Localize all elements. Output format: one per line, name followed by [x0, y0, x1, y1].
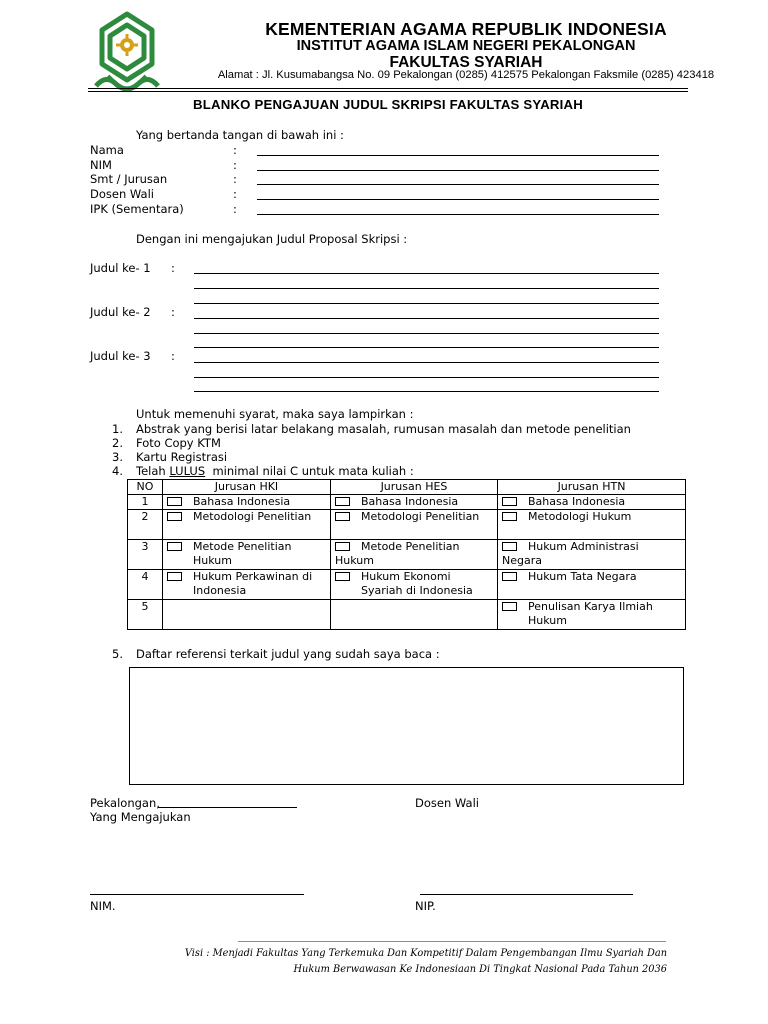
checkbox-icon[interactable] — [167, 497, 182, 506]
requirement-number: 2. — [112, 436, 123, 450]
cell-htn — [498, 510, 686, 540]
judul-2-line-1[interactable] — [194, 318, 659, 319]
req4-pre: Telah — [136, 464, 170, 478]
table-header-row — [128, 480, 686, 495]
cell-hes — [331, 540, 498, 570]
req4-lulus: LULUS — [169, 464, 206, 478]
cell-hes — [331, 600, 498, 630]
requirement-number: 3. — [112, 450, 123, 464]
course-label: Hukum Tata Negara — [528, 570, 637, 583]
column-header-no: NO — [128, 480, 163, 495]
dosen-wali-input-line[interactable] — [257, 199, 659, 200]
judul-3-line-3[interactable] — [194, 391, 659, 392]
judul-3-label: Judul ke- 3 — [90, 349, 151, 363]
header-divider — [88, 91, 688, 92]
course-label: Metodologi Penelitian — [361, 510, 480, 523]
course-label: Bahasa Indonesia — [528, 495, 626, 508]
table-row — [128, 600, 686, 630]
visi-line-1: Visi : Menjadi Fakultas Yang Terkemuka Dan Kompetitif Dalam Pengembangan Ilmu Syariah Dan — [184, 948, 667, 959]
checkbox-icon[interactable] — [335, 512, 350, 521]
req4-post: minimal nilai C untuk mata kuliah : — [205, 464, 414, 478]
requirement-text — [136, 464, 414, 478]
row-number: 2 — [128, 510, 163, 540]
requirements-intro: Untuk memenuhi syarat, maka saya lampirkan : — [136, 407, 414, 421]
nip-label: NIP. — [415, 899, 436, 913]
field-colon: : — [233, 172, 237, 186]
checkbox-icon[interactable] — [167, 542, 182, 551]
course-label: Metodologi Penelitian — [193, 510, 312, 523]
field-colon: : — [233, 202, 237, 216]
intro-text: Yang bertanda tangan di bawah ini : — [136, 128, 344, 142]
field-label-dosen-wali: Dosen Wali — [90, 187, 154, 201]
checkbox-icon[interactable] — [335, 572, 350, 581]
column-header-htn: Jurusan HTN — [498, 480, 686, 495]
iain-pekalongan-logo-icon — [90, 8, 164, 94]
course-label: Metode Penelitian Hukum — [335, 540, 460, 567]
judul-1-line-2[interactable] — [194, 288, 659, 289]
course-label: Penulisan Karya Ilmiah Hukum — [528, 600, 653, 627]
field-label-ipk: IPK (Sementara) — [90, 202, 184, 216]
row-number: 4 — [128, 570, 163, 600]
requirement-text: Abstrak yang berisi latar belakang masalah, rumusan masalah dan metode penelitian — [136, 422, 631, 436]
place-date-label — [90, 796, 160, 810]
row-number: 1 — [128, 495, 163, 510]
requirement-number: 1. — [112, 422, 123, 436]
course-label: Metode Penelitian Hukum — [193, 540, 292, 567]
checkbox-icon[interactable] — [335, 542, 350, 551]
checkbox-icon[interactable] — [502, 602, 517, 611]
date-input-line[interactable] — [158, 807, 297, 808]
requirement-text: Daftar referensi terkait judul yang sudah saya baca : — [136, 647, 440, 661]
table-row — [128, 495, 686, 510]
row-number: 5 — [128, 600, 163, 630]
cell-hes — [331, 570, 498, 600]
institute-title: INSTITUT AGAMA ISLAM NEGERI PEKALONGAN — [296, 38, 636, 54]
visi-line-2: Hukum Berwawasan Ke Indonesiaan Di Tingkat Nasional Pada Tahun 2036 — [293, 964, 667, 975]
ipk-input-line[interactable] — [257, 214, 659, 215]
cell-hki — [163, 540, 331, 570]
smt-jurusan-input-line[interactable] — [257, 184, 659, 185]
requirement-text: Foto Copy KTM — [136, 436, 221, 450]
advisor-signature-line[interactable] — [420, 894, 633, 895]
faculty-title: FAKULTAS SYARIAH — [389, 54, 543, 71]
judul-2-line-2[interactable] — [194, 333, 659, 334]
column-header-hes: Jurusan HES — [331, 480, 498, 495]
checkbox-icon[interactable] — [167, 572, 182, 581]
checkbox-icon[interactable] — [167, 512, 182, 521]
judul-1-line-3[interactable] — [194, 303, 659, 304]
applicant-signature-line[interactable] — [90, 894, 304, 895]
courses-table — [127, 479, 686, 630]
advisor-label: Dosen Wali — [415, 796, 479, 810]
references-textarea[interactable] — [129, 667, 684, 785]
nim-label: NIM. — [90, 899, 116, 913]
table-row — [128, 510, 686, 540]
field-colon: : — [233, 187, 237, 201]
requirement-number: 5. — [112, 647, 123, 661]
place-label: Pekalongan, — [90, 796, 160, 810]
field-colon: : — [233, 143, 237, 157]
course-label: Hukum Perkawinan di Indonesia — [193, 570, 313, 597]
checkbox-icon[interactable] — [502, 542, 517, 551]
requirement-number: 4. — [112, 464, 123, 478]
field-label-nim: NIM — [90, 158, 112, 172]
cell-hki — [163, 510, 331, 540]
cell-hki — [163, 570, 331, 600]
cell-htn — [498, 495, 686, 510]
cell-htn — [498, 540, 686, 570]
table-row — [128, 570, 686, 600]
header-divider — [88, 88, 688, 89]
judul-colon: : — [171, 305, 175, 319]
checkbox-icon[interactable] — [502, 512, 517, 521]
column-header-hki: Jurusan HKI — [163, 480, 331, 495]
cell-htn — [498, 570, 686, 600]
course-label: Bahasa Indonesia — [361, 495, 459, 508]
judul-1-line-1[interactable] — [194, 273, 659, 274]
ministry-title: KEMENTERIAN AGAMA REPUBLIK INDONESIA — [265, 19, 667, 39]
course-label: Hukum Ekonomi Syariah di Indonesia — [361, 570, 473, 597]
course-label: Metodologi Hukum — [528, 510, 632, 523]
checkbox-icon[interactable] — [335, 497, 350, 506]
cell-hki — [163, 600, 331, 630]
row-number: 3 — [128, 540, 163, 570]
cell-hes — [331, 510, 498, 540]
judul-2-label: Judul ke- 2 — [90, 305, 151, 319]
field-label-smt-jurusan: Smt / Jurusan — [90, 172, 168, 186]
applicant-label: Yang Mengajukan — [90, 810, 191, 824]
nim-input-line[interactable] — [257, 170, 659, 171]
judul-colon: : — [171, 261, 175, 275]
judul-3-line-2[interactable] — [194, 377, 659, 378]
course-label: Bahasa Indonesia — [193, 495, 291, 508]
judul-3-line-1[interactable] — [194, 362, 659, 363]
cell-hki — [163, 495, 331, 510]
footer-divider — [238, 941, 666, 942]
table-row — [128, 540, 686, 570]
judul-1-label: Judul ke- 1 — [90, 261, 151, 275]
checkbox-icon[interactable] — [502, 572, 517, 581]
judul-colon: : — [171, 349, 175, 363]
nama-input-line[interactable] — [257, 155, 659, 156]
requirement-text: Kartu Registrasi — [136, 450, 228, 464]
form-title: BLANKO PENGAJUAN JUDUL SKRIPSI FAKULTAS SYARIAH — [193, 97, 583, 112]
cell-hes — [331, 495, 498, 510]
field-colon: : — [233, 158, 237, 172]
judul-2-line-3[interactable] — [194, 347, 659, 348]
field-label-nama: Nama — [90, 143, 124, 157]
checkbox-icon[interactable] — [502, 497, 517, 506]
course-label: Hukum Administrasi Negara — [502, 540, 639, 567]
cell-htn — [498, 600, 686, 630]
address-line: Alamat : Jl. Kusumabangsa No. 09 Pekalongan (0285) 412575 Pekalongan Faksmile (0285) 423418 — [217, 69, 715, 81]
proposal-intro: Dengan ini mengajukan Judul Proposal Skripsi : — [136, 232, 408, 246]
